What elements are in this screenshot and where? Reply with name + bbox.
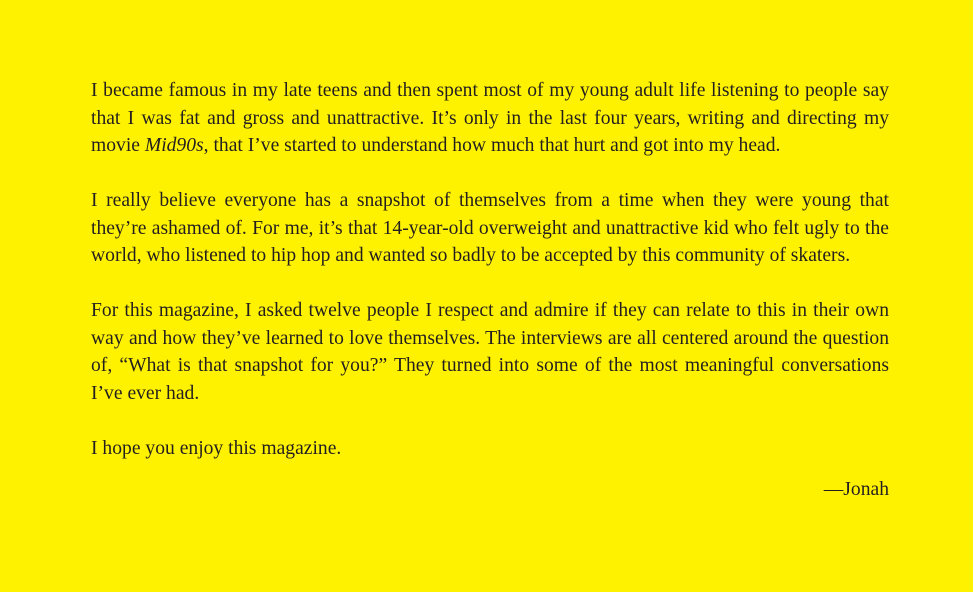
letter [91,77,889,504]
paragraph-snapshot: I really believe everyone has a snapshot of themselves from a time when they were young that they’re ashamed of. For me, it’s that 14-year-old overweight and unattractive kid who felt ugly to the world, who listened to hip hop and wanted so badly to be accepted by this community of skaters. [91,190,889,266]
paragraph-closing: I hope you enjoy this magazine. [91,437,342,459]
paragraph-intro-text-end: , that I’ve started to understand how much that hurt and got into my head. [203,135,781,156]
paragraph-magazine: For this magazine, I asked twelve people I respect and admire if they can relate to this in their own way and how they’ve learned to love themselves. The interviews are all centered around the question of, “What is that snapshot for you?” They turned into some of the most meaningful conversations I’ve ever had. [91,300,889,404]
paragraph-intro-text-start: I became famous in my late teens and then spent most of my young adult life listening to people say that I was fat and gross and unattractive. It’s only in the last four years, writing and directing my movie [91,80,889,156]
movie-title: Mid90s [144,135,204,156]
signature: —Jonah [823,479,889,500]
paragraph-intro [91,77,889,160]
